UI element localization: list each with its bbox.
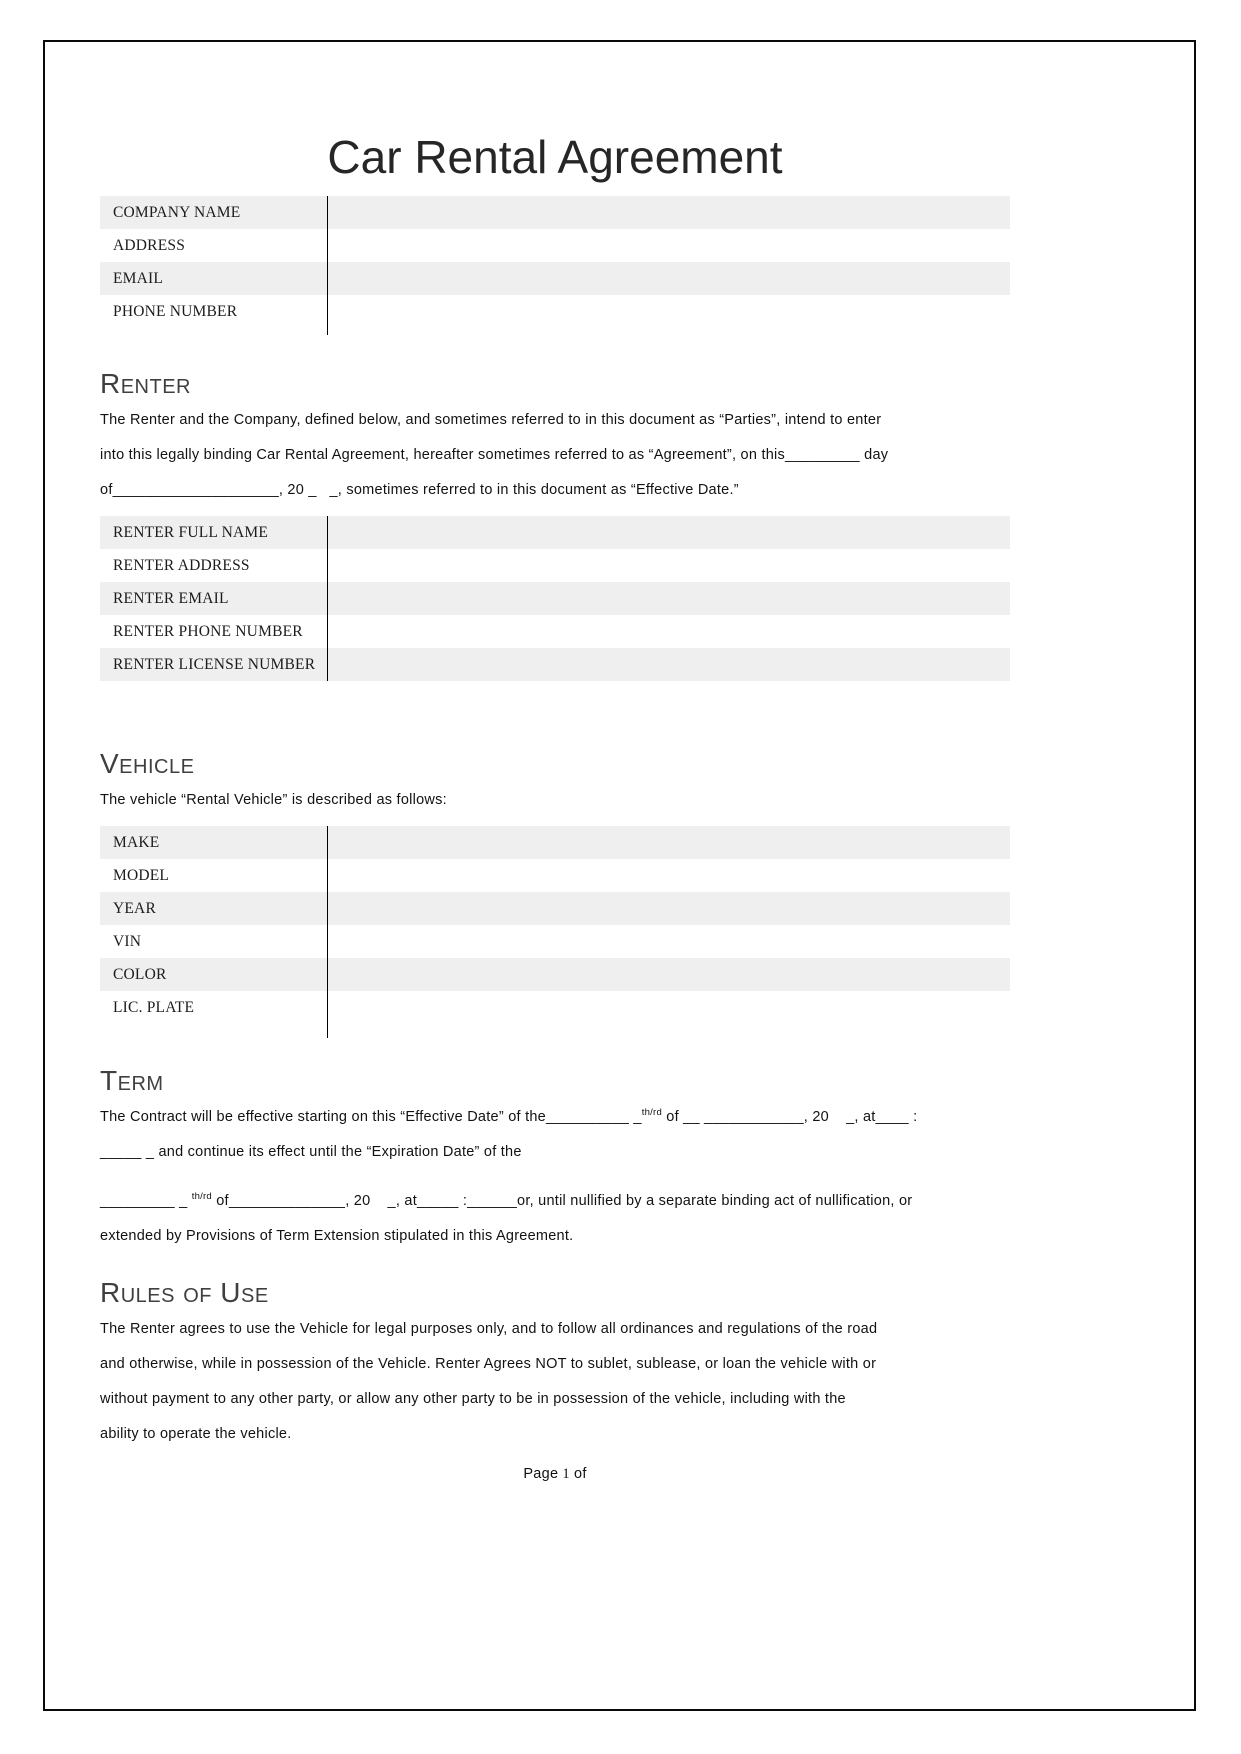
table-row xyxy=(100,549,1010,582)
column-divider-tail xyxy=(327,1024,328,1038)
column-divider-tail xyxy=(327,328,328,335)
row-value-field xyxy=(327,648,1010,681)
section-heading-term: Term xyxy=(100,1065,164,1096)
row-value-field xyxy=(327,615,1010,648)
row-value-field xyxy=(327,295,1010,328)
row-value-field xyxy=(327,826,1010,859)
row-value-field xyxy=(327,549,1010,582)
page-footer xyxy=(100,1466,1010,1483)
page-content xyxy=(100,40,1010,1483)
table-row xyxy=(100,262,1010,295)
term-paragraph-1 xyxy=(100,1100,1010,1170)
table-row xyxy=(100,615,1010,648)
company-info-table xyxy=(100,196,1010,335)
table-row xyxy=(100,859,1010,892)
paragraph-line xyxy=(100,1184,1010,1219)
table-row xyxy=(100,826,1010,859)
row-value-field xyxy=(327,991,1010,1024)
text-segment: of______________, 20 _, at_____ :______or, until nullified by a separate binding act of nullification, or xyxy=(211,1193,913,1209)
section-heading-rules-of-use: Rules of Use xyxy=(100,1277,269,1308)
row-value-field xyxy=(327,229,1010,262)
term-paragraph-2 xyxy=(100,1184,1010,1254)
row-label: LIC. PLATE xyxy=(113,998,195,1016)
table-row xyxy=(100,295,1010,328)
paragraph-line xyxy=(100,1100,1010,1135)
table-row xyxy=(100,229,1010,262)
row-label: RENTER ADDRESS xyxy=(113,556,250,574)
row-label: VIN xyxy=(113,932,142,950)
row-label: YEAR xyxy=(113,899,156,917)
paragraph-line: extended by Provisions of Term Extension stipulated in this Agreement. xyxy=(100,1228,574,1244)
row-label: EMAIL xyxy=(113,269,164,287)
row-value-field xyxy=(327,262,1010,295)
row-value-field xyxy=(327,196,1010,229)
row-label: RENTER FULL NAME xyxy=(113,523,269,541)
vehicle-intro-paragraph xyxy=(100,783,1010,818)
row-label: PHONE NUMBER xyxy=(113,302,238,320)
paragraph-line: ability to operate the vehicle. xyxy=(100,1426,292,1442)
text-segment: of __ ____________, 20 _, at____ : xyxy=(661,1109,918,1125)
paragraph-line: The Renter agrees to use the Vehicle for legal purposes only, and to follow all ordinances and regulations of the road xyxy=(100,1321,878,1337)
table-row xyxy=(100,582,1010,615)
text-segment: The Contract will be effective starting on this “Effective Date” of the__________ _ xyxy=(100,1109,642,1125)
paragraph-line: into this legally binding Car Rental Agreement, hereafter sometimes referred to as “Agreement”, on this_________ day xyxy=(100,447,889,463)
footer-page-number: 1 xyxy=(562,1466,570,1482)
row-label: MODEL xyxy=(113,866,170,884)
paragraph-line: of____________________, 20 _ _, sometimes referred to in this document as “Effective Date.” xyxy=(100,482,739,498)
table-row xyxy=(100,516,1010,549)
table-row xyxy=(100,892,1010,925)
row-value-field xyxy=(327,892,1010,925)
row-label: COLOR xyxy=(113,965,167,983)
row-value-field xyxy=(327,925,1010,958)
table-row xyxy=(100,958,1010,991)
footer-page-label: Page xyxy=(523,1466,559,1482)
row-value-field xyxy=(327,958,1010,991)
paragraph-line: without payment to any other party, or allow any other party to be in possession of the vehicle, including with the xyxy=(100,1391,846,1407)
table-row xyxy=(100,648,1010,681)
row-label: RENTER PHONE NUMBER xyxy=(113,622,303,640)
text-segment: _________ _ xyxy=(100,1193,192,1209)
table-row xyxy=(100,925,1010,958)
row-value-field xyxy=(327,859,1010,892)
renter-intro-paragraph xyxy=(100,403,1010,508)
row-label: RENTER EMAIL xyxy=(113,589,229,607)
row-label: ADDRESS xyxy=(113,236,186,254)
paragraph-line: _____ _ and continue its effect until the “Expiration Date” of the xyxy=(100,1144,522,1160)
row-label: MAKE xyxy=(113,833,160,851)
section-heading-renter: Renter xyxy=(100,368,192,399)
paragraph-line: The vehicle “Rental Vehicle” is described as follows: xyxy=(100,792,447,808)
paragraph-line: The Renter and the Company, defined below, and sometimes referred to in this document as “Parties”, intend to enter xyxy=(100,412,882,428)
paragraph-line: and otherwise, while in possession of the Vehicle. Renter Agrees NOT to sublet, sublease, or loan the vehicle with or xyxy=(100,1356,877,1372)
table-row xyxy=(100,991,1010,1024)
row-label: RENTER LICENSE NUMBER xyxy=(113,655,316,673)
document-title: Car Rental Agreement xyxy=(327,131,783,183)
section-heading-vehicle: Vehicle xyxy=(100,748,195,779)
renter-info-table xyxy=(100,516,1010,681)
table-row xyxy=(100,196,1010,229)
ordinal-superscript: th/rd xyxy=(191,1191,212,1203)
ordinal-superscript: th/rd xyxy=(641,1107,662,1119)
vehicle-info-table xyxy=(100,826,1010,1038)
row-value-field xyxy=(327,582,1010,615)
rules-paragraph xyxy=(100,1312,1010,1452)
row-value-field xyxy=(327,516,1010,549)
row-label: COMPANY NAME xyxy=(113,203,241,221)
footer-of-label: of xyxy=(573,1466,587,1482)
